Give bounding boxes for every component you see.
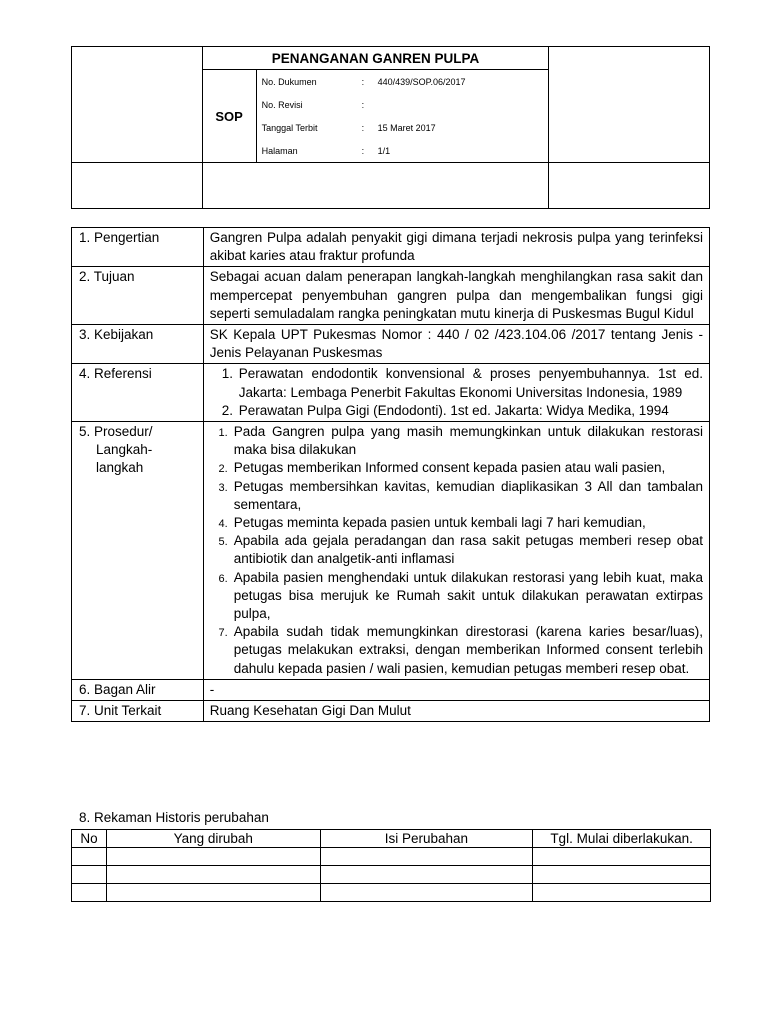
- meta-row-revision: No. Revisi :: [261, 99, 365, 110]
- row-pengertian: [72, 228, 710, 267]
- row-tujuan: [72, 267, 710, 325]
- meta-row-document-number: No. Dukumen : 440/439/SOP.06/2017: [261, 76, 466, 87]
- label-unit-terkait: 7. Unit Terkait: [72, 701, 204, 722]
- meta-row-issue-date: Tanggal Terbit : 15 Maret 2017: [261, 122, 436, 133]
- history-title: 8. Rekaman Historis perubahan: [79, 810, 269, 825]
- text-unit-terkait: Ruang Kesehatan Gigi Dan Mulut: [203, 701, 709, 722]
- signature-middle-cell: [202, 163, 549, 209]
- list-item: 3. Petugas membersihkan kavitas, kemudian diaplikasikan 3 All dan tambalan sementara,: [231, 478, 703, 514]
- sop-header-table: [71, 46, 710, 209]
- table-row: [72, 866, 711, 884]
- label-pengertian: 1. Pengertian: [72, 228, 204, 267]
- text-bagan-alir: -: [203, 679, 709, 700]
- meta-row-page: Halaman : 1/1: [261, 145, 391, 156]
- list-item: 1. Pada Gangren pulpa yang masih memungkinkan untuk dilakukan restorasi maka bisa dilakukan: [231, 423, 703, 459]
- logo-right-cell: [549, 47, 710, 163]
- table-row: [72, 884, 711, 902]
- list-referensi: [203, 364, 709, 422]
- list-item: 5. Apabila ada gejala peradangan dan rasa sakit petugas memberi resep obat antibiotik dan analgetik-anti inflamasi: [231, 532, 703, 568]
- text-tujuan: Sebagai acuan dalam penerapan langkah-langkah menghilangkan rasa sakit dan mempercepat penyembuhan gangren pulpa dan mengembalikan fungsi gigi seperti semuladalam rangka peningkatan mutu kinerja di Puskesmas Bugul Kidul: [203, 267, 709, 325]
- label-bagan-alir: 6. Bagan Alir: [72, 679, 204, 700]
- row-referensi: [72, 364, 710, 422]
- row-unit-terkait: [72, 701, 710, 722]
- list-item: 2. Petugas memberikan Informed consent kepada pasien atau wali pasien,: [231, 459, 703, 477]
- row-bagan-alir: [72, 679, 710, 700]
- document-title: PENANGANAN GANREN PULPA: [202, 47, 549, 70]
- label-referensi: 4. Referensi: [72, 364, 204, 422]
- list-item: 7. Apabila sudah tidak memungkinkan direstorasi (karena karies besar/luas), petugas melakukan extraksi, dengan memberikan Informed consent terlebih dahulu kepada pasien / wali pasien, kemudian petugas memberi resep obat.: [231, 623, 703, 678]
- signature-left-cell: [72, 163, 203, 209]
- sop-label: SOP: [202, 70, 256, 163]
- table-row: [72, 848, 711, 866]
- signature-right-cell: [549, 163, 710, 209]
- row-prosedur: [72, 422, 710, 680]
- label-prosedur: 5. Prosedur/ Langkah- langkah: [72, 422, 204, 680]
- text-kebijakan: SK Kepala UPT Pukesmas Nomor : 440 / 02 /423.104.06 /2017 tentang Jenis - Jenis Pelayanan Puskesmas: [203, 325, 709, 364]
- list-item: 4. Petugas meminta kepada pasien untuk kembali lagi 7 hari kemudian,: [231, 514, 703, 532]
- history-header-row: [72, 830, 711, 848]
- sop-content-table: [71, 227, 710, 722]
- history-col-isi-perubahan: Isi Perubahan: [320, 830, 533, 848]
- history-col-yang-dirubah: Yang dirubah: [106, 830, 320, 848]
- list-item: 1. Perawatan endodontik konvensional & proses penyembuhannya. 1st ed. Jakarta: Lembaga Penerbit Fakultas Ekonomi Universitas Indonesia, 1989: [237, 365, 703, 401]
- text-pengertian: Gangren Pulpa adalah penyakit gigi dimana terjadi nekrosis pulpa yang terinfeksi akibat karies atau fraktur profunda: [203, 228, 709, 267]
- label-kebijakan: 3. Kebijakan: [72, 325, 204, 364]
- list-item: 2. Perawatan Pulpa Gigi (Endodonti). 1st ed. Jakarta: Widya Medika, 1994: [237, 402, 703, 420]
- label-tujuan: 2. Tujuan: [72, 267, 204, 325]
- list-item: 6. Apabila pasien menghendaki untuk dilakukan restorasi yang lebih kuat, maka petugas bisa merujuk ke Rumah sakit untuk dilakukan perawatan extirpas pulpa,: [231, 569, 703, 624]
- list-prosedur: [203, 422, 709, 680]
- logo-left-cell: [72, 47, 203, 163]
- row-kebijakan: [72, 325, 710, 364]
- history-table: [71, 829, 711, 902]
- document-meta: [256, 70, 549, 163]
- history-col-no: No: [72, 830, 107, 848]
- history-col-tgl-mulai: Tgl. Mulai diberlakukan.: [533, 830, 711, 848]
